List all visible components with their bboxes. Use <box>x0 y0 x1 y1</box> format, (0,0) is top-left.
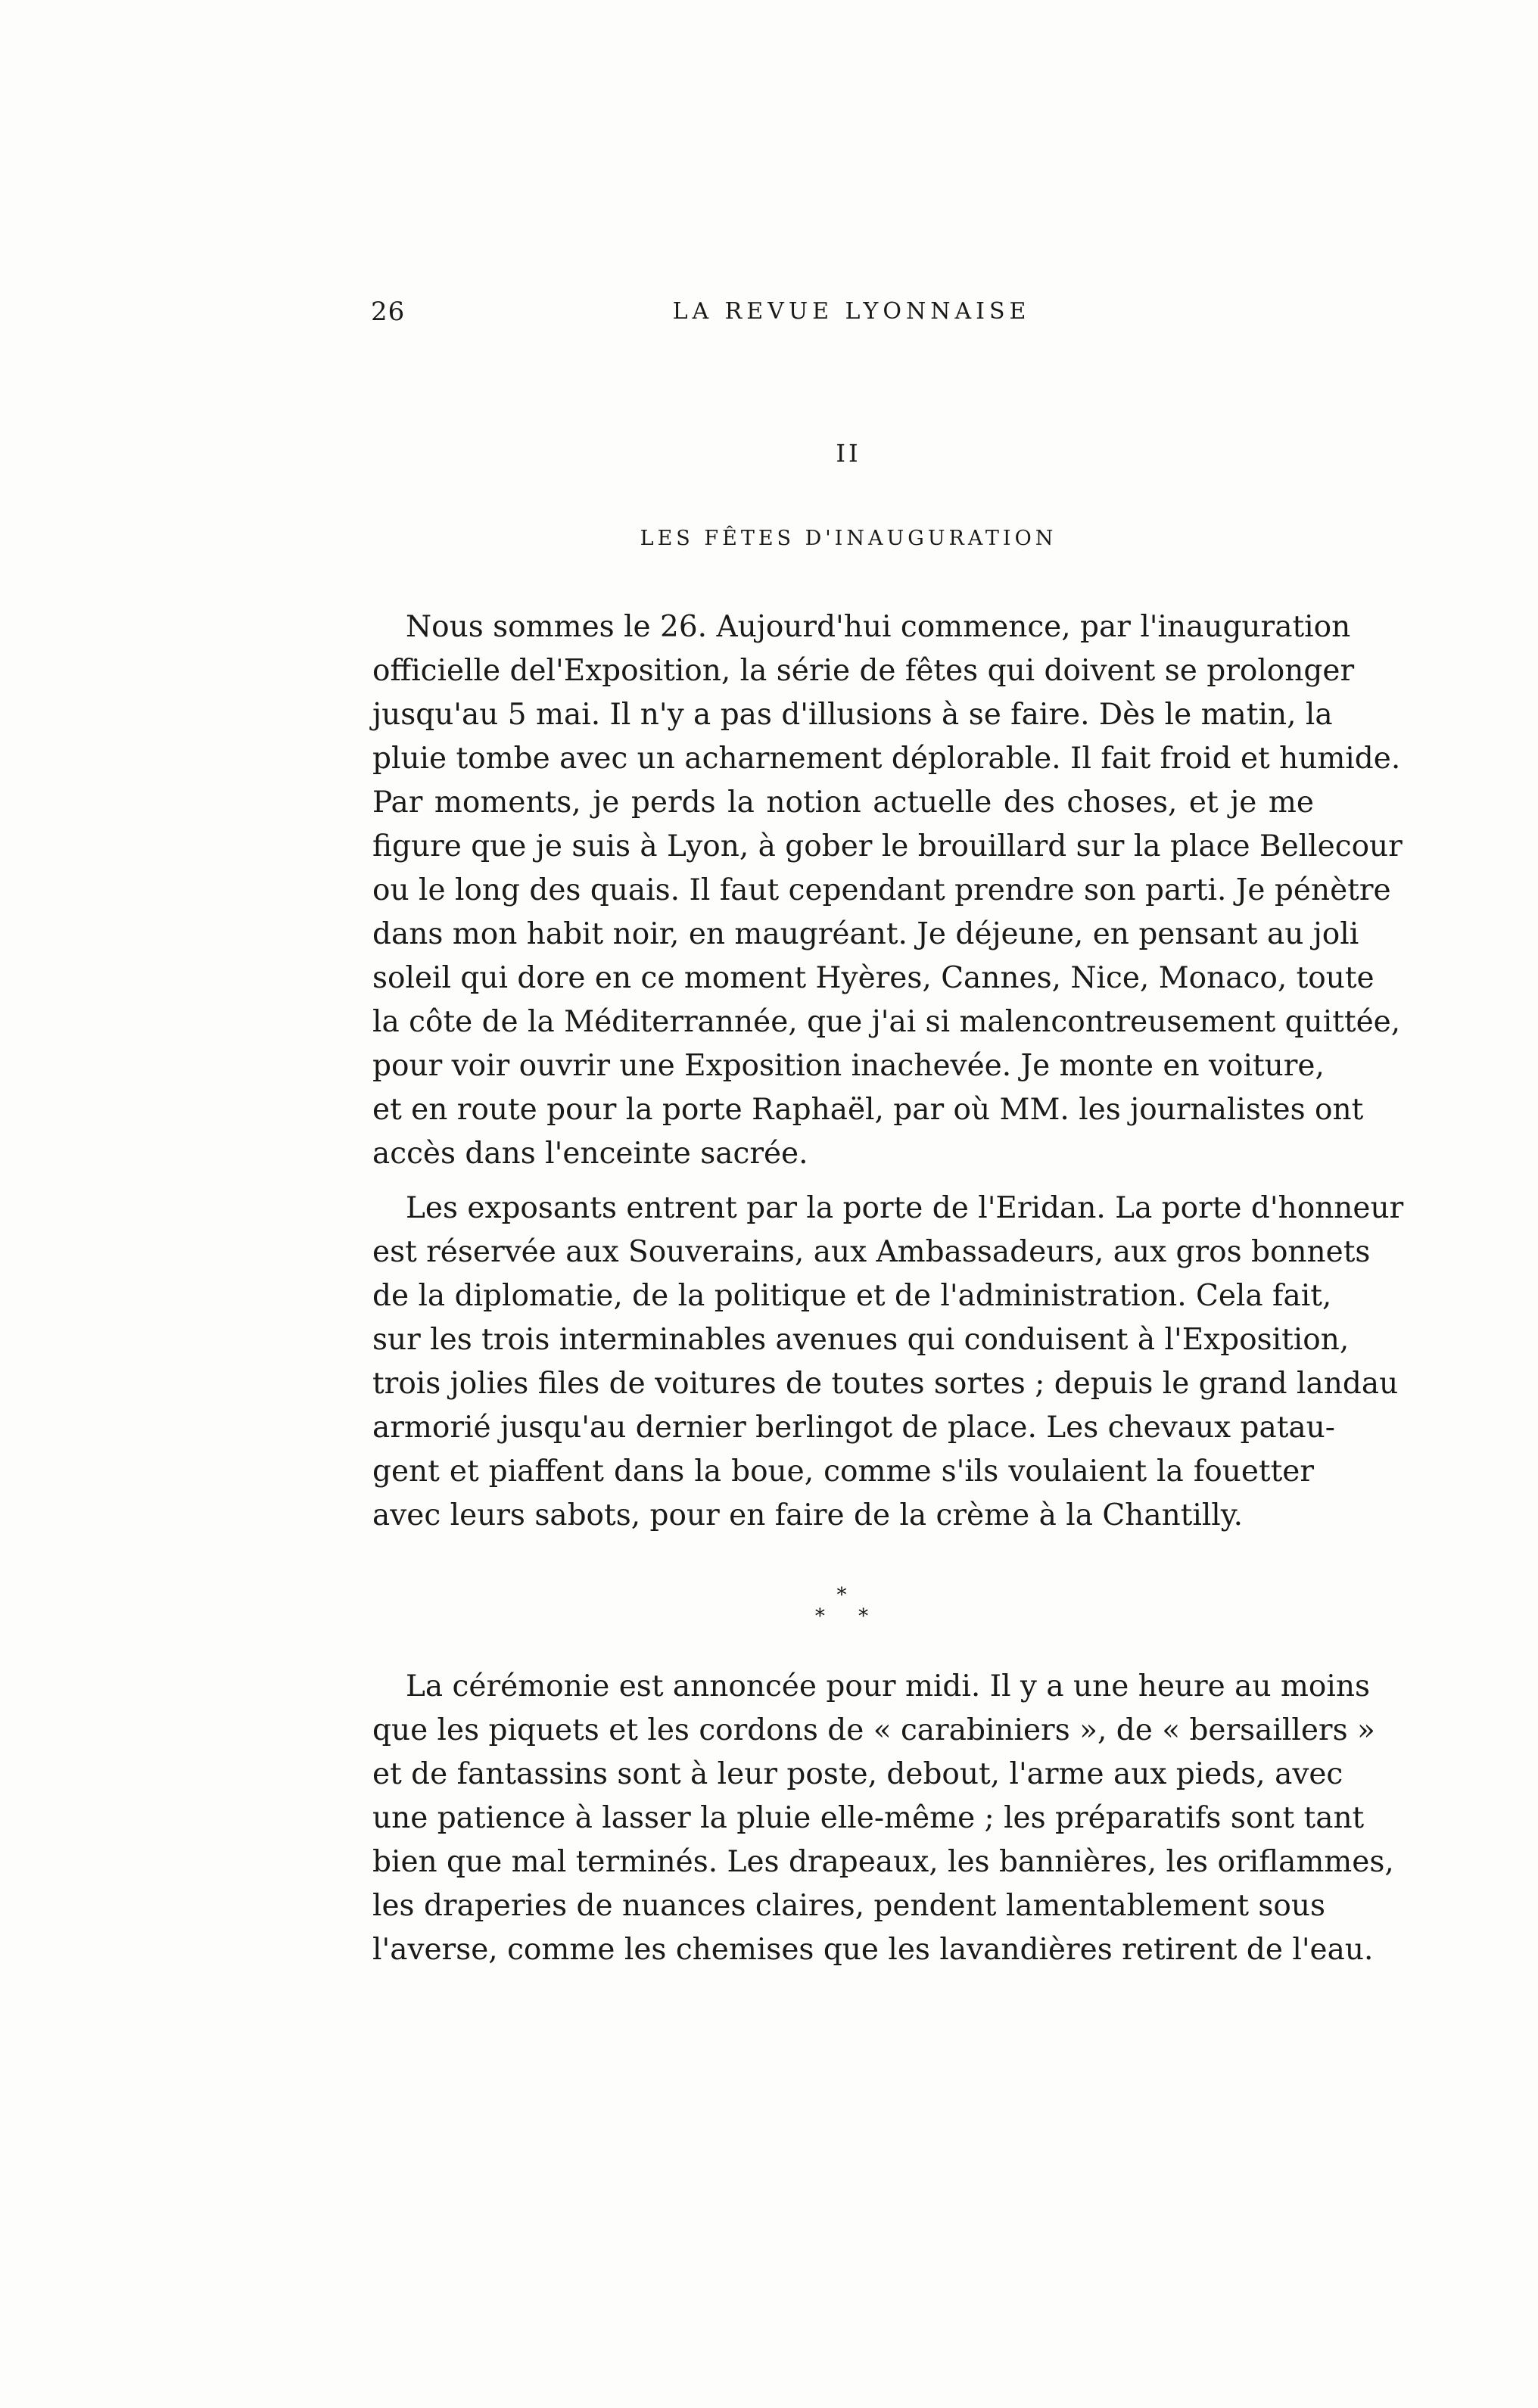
section-title: LES FÊTES D'INAUGURATION <box>640 527 1057 550</box>
text-line: jusqu'au 5 mai. Il n'y a pas d'illusions à se faire. Dès le matin, la <box>372 698 1333 732</box>
text-line: les draperies de nuances claires, pendent lamentablement sous <box>372 1889 1326 1923</box>
text-line: l'averse, comme les chemises que les lavandières retirent de l'eau. <box>372 1933 1374 1967</box>
text-line: La cérémonie est annoncée pour midi. Il y a une heure au moins <box>406 1669 1370 1703</box>
text-line: Nous sommes le 26. Aujourd'hui commence, par l'inauguration <box>406 610 1351 644</box>
text-line: armorié jusqu'au dernier berlingot de place. Les chevaux patau- <box>372 1411 1335 1445</box>
running-head <box>371 297 1332 342</box>
text-line: une patience à lasser la pluie elle-même ; les préparatifs sont tant <box>372 1801 1365 1835</box>
section-number: II <box>836 439 861 468</box>
text-line: Les exposants entrent par la porte de l'Eridan. La porte d'honneur <box>406 1191 1404 1225</box>
text-line: gent et piaffent dans la boue, comme s'ils voulaient la fouetter <box>372 1454 1314 1489</box>
separator-asterisks-bottom: * * <box>814 1605 883 1628</box>
text-line: accès dans l'enceinte sacrée. <box>372 1137 808 1171</box>
separator-asterisk-top: * <box>836 1584 861 1607</box>
text-line: officielle del'Exposition, la série de fêtes qui doivent se prolonger <box>372 654 1355 688</box>
text-line: de la diplomatie, de la politique et de l'administration. Cela fait, <box>372 1279 1332 1313</box>
page-number: 26 <box>371 297 406 327</box>
text-line: Par moments, je perds la notion actuelle des choses, et je me <box>372 786 1314 820</box>
text-line: et de fantassins sont à leur poste, debout, l'arme aux pieds, avec <box>372 1757 1343 1791</box>
text-line: que les piquets et les cordons de « carabiniers », de « bersaillers » <box>372 1713 1375 1747</box>
section-separator <box>0 1585 1538 1627</box>
text-line: la côte de la Méditerrannée, que j'ai si malencontreusement quittée, <box>372 1005 1401 1039</box>
journal-title: LA REVUE LYONNAISE <box>672 298 1031 325</box>
text-line: avec leurs sabots, pour en faire de la crème à la Chantilly. <box>372 1498 1244 1532</box>
text-line: pour voir ouvrir une Exposition inachevée. Je monte en voiture, <box>372 1049 1325 1083</box>
text-line: bien que mal terminés. Les drapeaux, les bannières, les oriflammes, <box>372 1845 1394 1879</box>
paragraph-1 <box>372 605 1403 1176</box>
paragraph-3 <box>372 1665 1394 1972</box>
text-line: soleil qui dore en ce moment Hyères, Cannes, Nice, Monaco, toute <box>372 961 1375 995</box>
text-line: figure que je suis à Lyon, à gober le brouillard sur la place Bellecour <box>372 829 1403 863</box>
text-line: sur les trois interminables avenues qui conduisent à l'Exposition, <box>372 1323 1350 1357</box>
text-line: est réservée aux Souverains, aux Ambassadeurs, aux gros bonnets <box>372 1235 1371 1269</box>
text-line: et en route pour la porte Raphaël, par où MM. les journalistes ont <box>372 1093 1364 1127</box>
text-line: pluie tombe avec un acharnement déplorable. Il fait froid et humide. <box>372 742 1401 776</box>
text-line: ou le long des quais. Il faut cependant prendre son parti. Je pénètre <box>372 873 1391 907</box>
paragraph-2 <box>372 1187 1404 1538</box>
text-line: trois jolies files de voitures de toutes sortes ; depuis le grand landau <box>372 1367 1399 1401</box>
text-line: dans mon habit noir, en maugréant. Je déjeune, en pensant au joli <box>372 917 1359 951</box>
